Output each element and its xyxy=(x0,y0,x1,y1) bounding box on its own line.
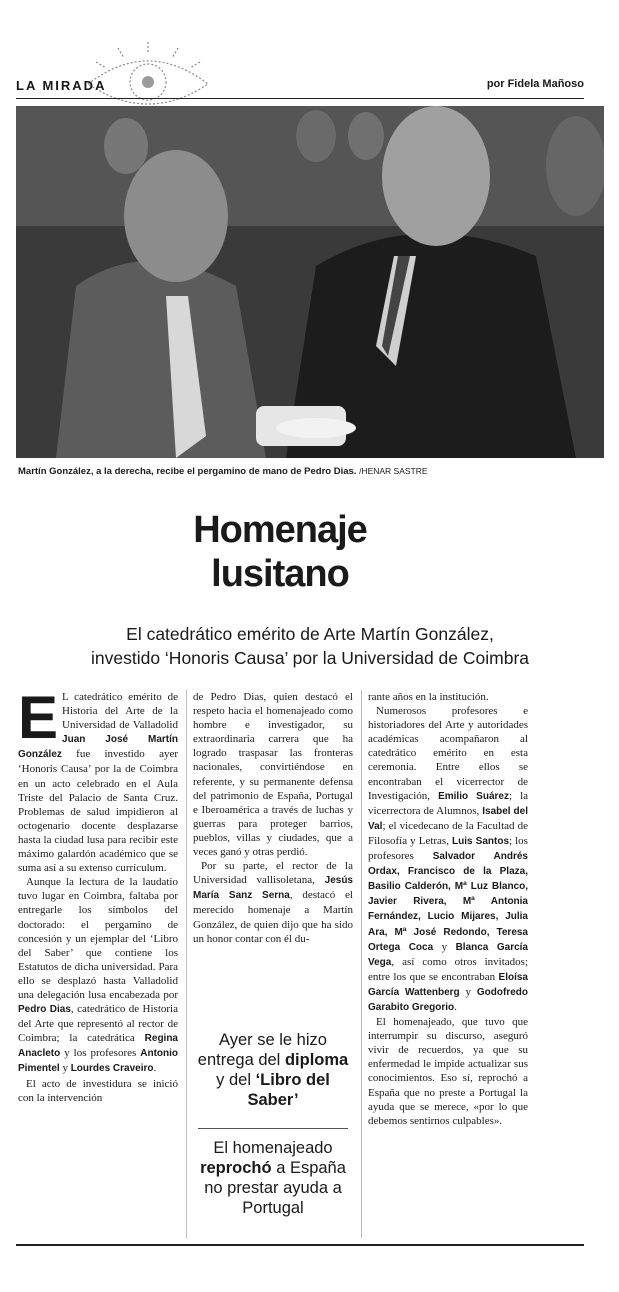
caption-text: Martín González, a la derecha, recibe el pergamino de mano de Pedro Dias. xyxy=(18,466,357,477)
text-run: fue investido ayer ‘Honoris Causa’ por la de Coimbra en un acto celebrado en el Aula Triste del Palacio de Santa Cruz. Problemas de salud impidieron al octogenario docente desplazarse hasta la ciudad lusa para recibir este máximo galardón académico que se suma así a su extenso currículum. xyxy=(18,748,178,875)
paragraph: El homenajeado, que tuvo que interrumpir su discurso, aseguró vivir de recuerdos, ya que su enfermedad le impide actualizar sus conocimientos. Eso sí, reprochó a España que no preste a Portugal la ayuda que se merece, «por lo que debemos sentirnos culpables». xyxy=(368,1016,528,1127)
bottom-rule xyxy=(16,1244,584,1246)
column-divider xyxy=(186,690,187,1238)
text-run: , destacó el merecido homenaje a Martín González, de quien dijo que ha sido un honor contar con él du- xyxy=(193,889,353,945)
headline-line-1: Homenaje xyxy=(193,509,367,551)
paragraph xyxy=(18,684,178,875)
pull-quote-divider xyxy=(198,1128,348,1129)
person-name: Eloísa García Wattenberg xyxy=(368,971,528,998)
text-run: ; los profesores xyxy=(368,834,528,863)
article-photo xyxy=(16,106,604,458)
person-name: Salvador Andrés Ordax, Francisco de la Plaza, Basilio Calderón, Mª Luz Blanco, Javier Rivera, Mª Antonia Fernández, Lucio Mijares, Julia Ara, Mª José Redondo, Teresa Ortega Coca xyxy=(368,851,528,953)
paragraph xyxy=(18,875,178,1076)
section-name: LA MIRADA xyxy=(16,78,107,93)
headline-line-2: lusitano xyxy=(211,553,349,595)
text-run: . xyxy=(153,1062,157,1075)
text-run: Por su parte, el rector de la Universidad vallisoletana, xyxy=(193,860,353,887)
person-name: Luis Santos xyxy=(452,835,510,847)
drop-cap: E xyxy=(18,684,59,751)
text-run: y los profesores xyxy=(64,1047,137,1060)
pull-quote-1 xyxy=(193,1030,353,1110)
paragraph xyxy=(193,859,353,946)
text-run: y xyxy=(465,985,472,998)
person-name: Jesús María Sanz Serna xyxy=(193,875,353,902)
person-name: Godofredo Garabito Gregorio xyxy=(368,986,529,1013)
text-run: L catedrático emérito de Historia del Arte de la Universidad de Valladolid xyxy=(62,691,178,732)
text-run: , así como otros invitados; entre los que se encontraban xyxy=(368,955,528,983)
person-name: Pedro Dias xyxy=(18,1004,71,1016)
deck-line-2: investido ‘Honoris Causa’ por la Universidad de Coimbra xyxy=(90,648,530,668)
deck xyxy=(16,622,604,670)
person-name: Emilio Suárez xyxy=(438,790,509,802)
text-run: y xyxy=(441,940,448,953)
body-column-1 xyxy=(18,684,179,1105)
text-run: ‘Libro del Saber’ xyxy=(247,1071,330,1109)
person-name: Isabel del Val xyxy=(368,805,529,832)
pull-quote-2 xyxy=(193,1138,353,1218)
body-column-3 xyxy=(368,690,528,1128)
byline: por Fidela Mañoso xyxy=(486,78,584,90)
photo-credit: /HENAR SASTRE xyxy=(359,466,428,476)
text-run: Numerosos profesores e historiadores del Arte y autoridades académicas acompañaron al catedrático emérito en esta ceremonia. Entre ellos se encontraban el vicerrector de Investigación, xyxy=(368,705,528,802)
text-run: a España no prestar ayuda a Portugal xyxy=(204,1159,346,1217)
paragraph: de Pedro Dias, quien destacó el respeto hacia el homenajeado como hombre e investigador, su extraordinaria carrera que ha logrado traspasar las fronteras nacionales, convirtiéndose en referente, y su permanente defensa del patrimonio de España, Portugal e Iberoamérica a través de luchas y guerras para proteger barrios, pueblos, villas y ciudades, que a veces ganó y otras perdió. xyxy=(193,691,353,859)
text-run: ; el vicedecano de la Facultad de Filosofía y Letras, xyxy=(368,819,528,847)
photo-caption xyxy=(18,466,606,477)
text-run: reprochó xyxy=(200,1159,272,1177)
person-name: Lourdes Craveiro xyxy=(70,1063,154,1075)
text-run: , catedrático de Historia del Arte que representó al rector de Coimbra; la catedrática xyxy=(18,1003,178,1045)
text-run: ; la vicerrectora de Alumnos, xyxy=(368,789,529,817)
person-name: Juan José Martín González xyxy=(18,734,178,761)
paragraph xyxy=(368,704,528,1015)
paragraph: rante años en la institución. xyxy=(368,691,489,703)
headline xyxy=(150,508,410,596)
text-run: Ayer se le hizo entrega del xyxy=(197,1031,327,1069)
text-run: y del xyxy=(216,1071,251,1089)
column-divider xyxy=(361,690,362,1238)
body-column-2 xyxy=(193,690,353,946)
text-run: . xyxy=(454,1000,457,1013)
person-name: Regina Anacleto xyxy=(18,1033,178,1060)
paragraph: El acto de investidura se inició con la intervención xyxy=(18,1077,178,1104)
person-name: Blanca García Vega xyxy=(368,941,528,968)
section-header xyxy=(16,74,584,99)
text-run: Aunque la lectura de la laudatio tuvo lugar en Coimbra, faltaba por entregarle los símbolos del doctorado: el pergamino de concesión y un ejemplar del ‘Libro del Saber’ que contiene los Estatutos de dicha universidad. Para ello se desplazó hasta Valladolid una delegación lusa encabezada por xyxy=(18,876,178,1001)
text-run: y xyxy=(62,1062,68,1075)
text-run: diploma xyxy=(284,1051,349,1069)
text-run: El homenajeado xyxy=(213,1139,333,1157)
deck-line-1: El catedrático emérito de Arte Martín González, xyxy=(126,624,494,644)
person-name: Antonio Pimentel xyxy=(18,1048,179,1075)
